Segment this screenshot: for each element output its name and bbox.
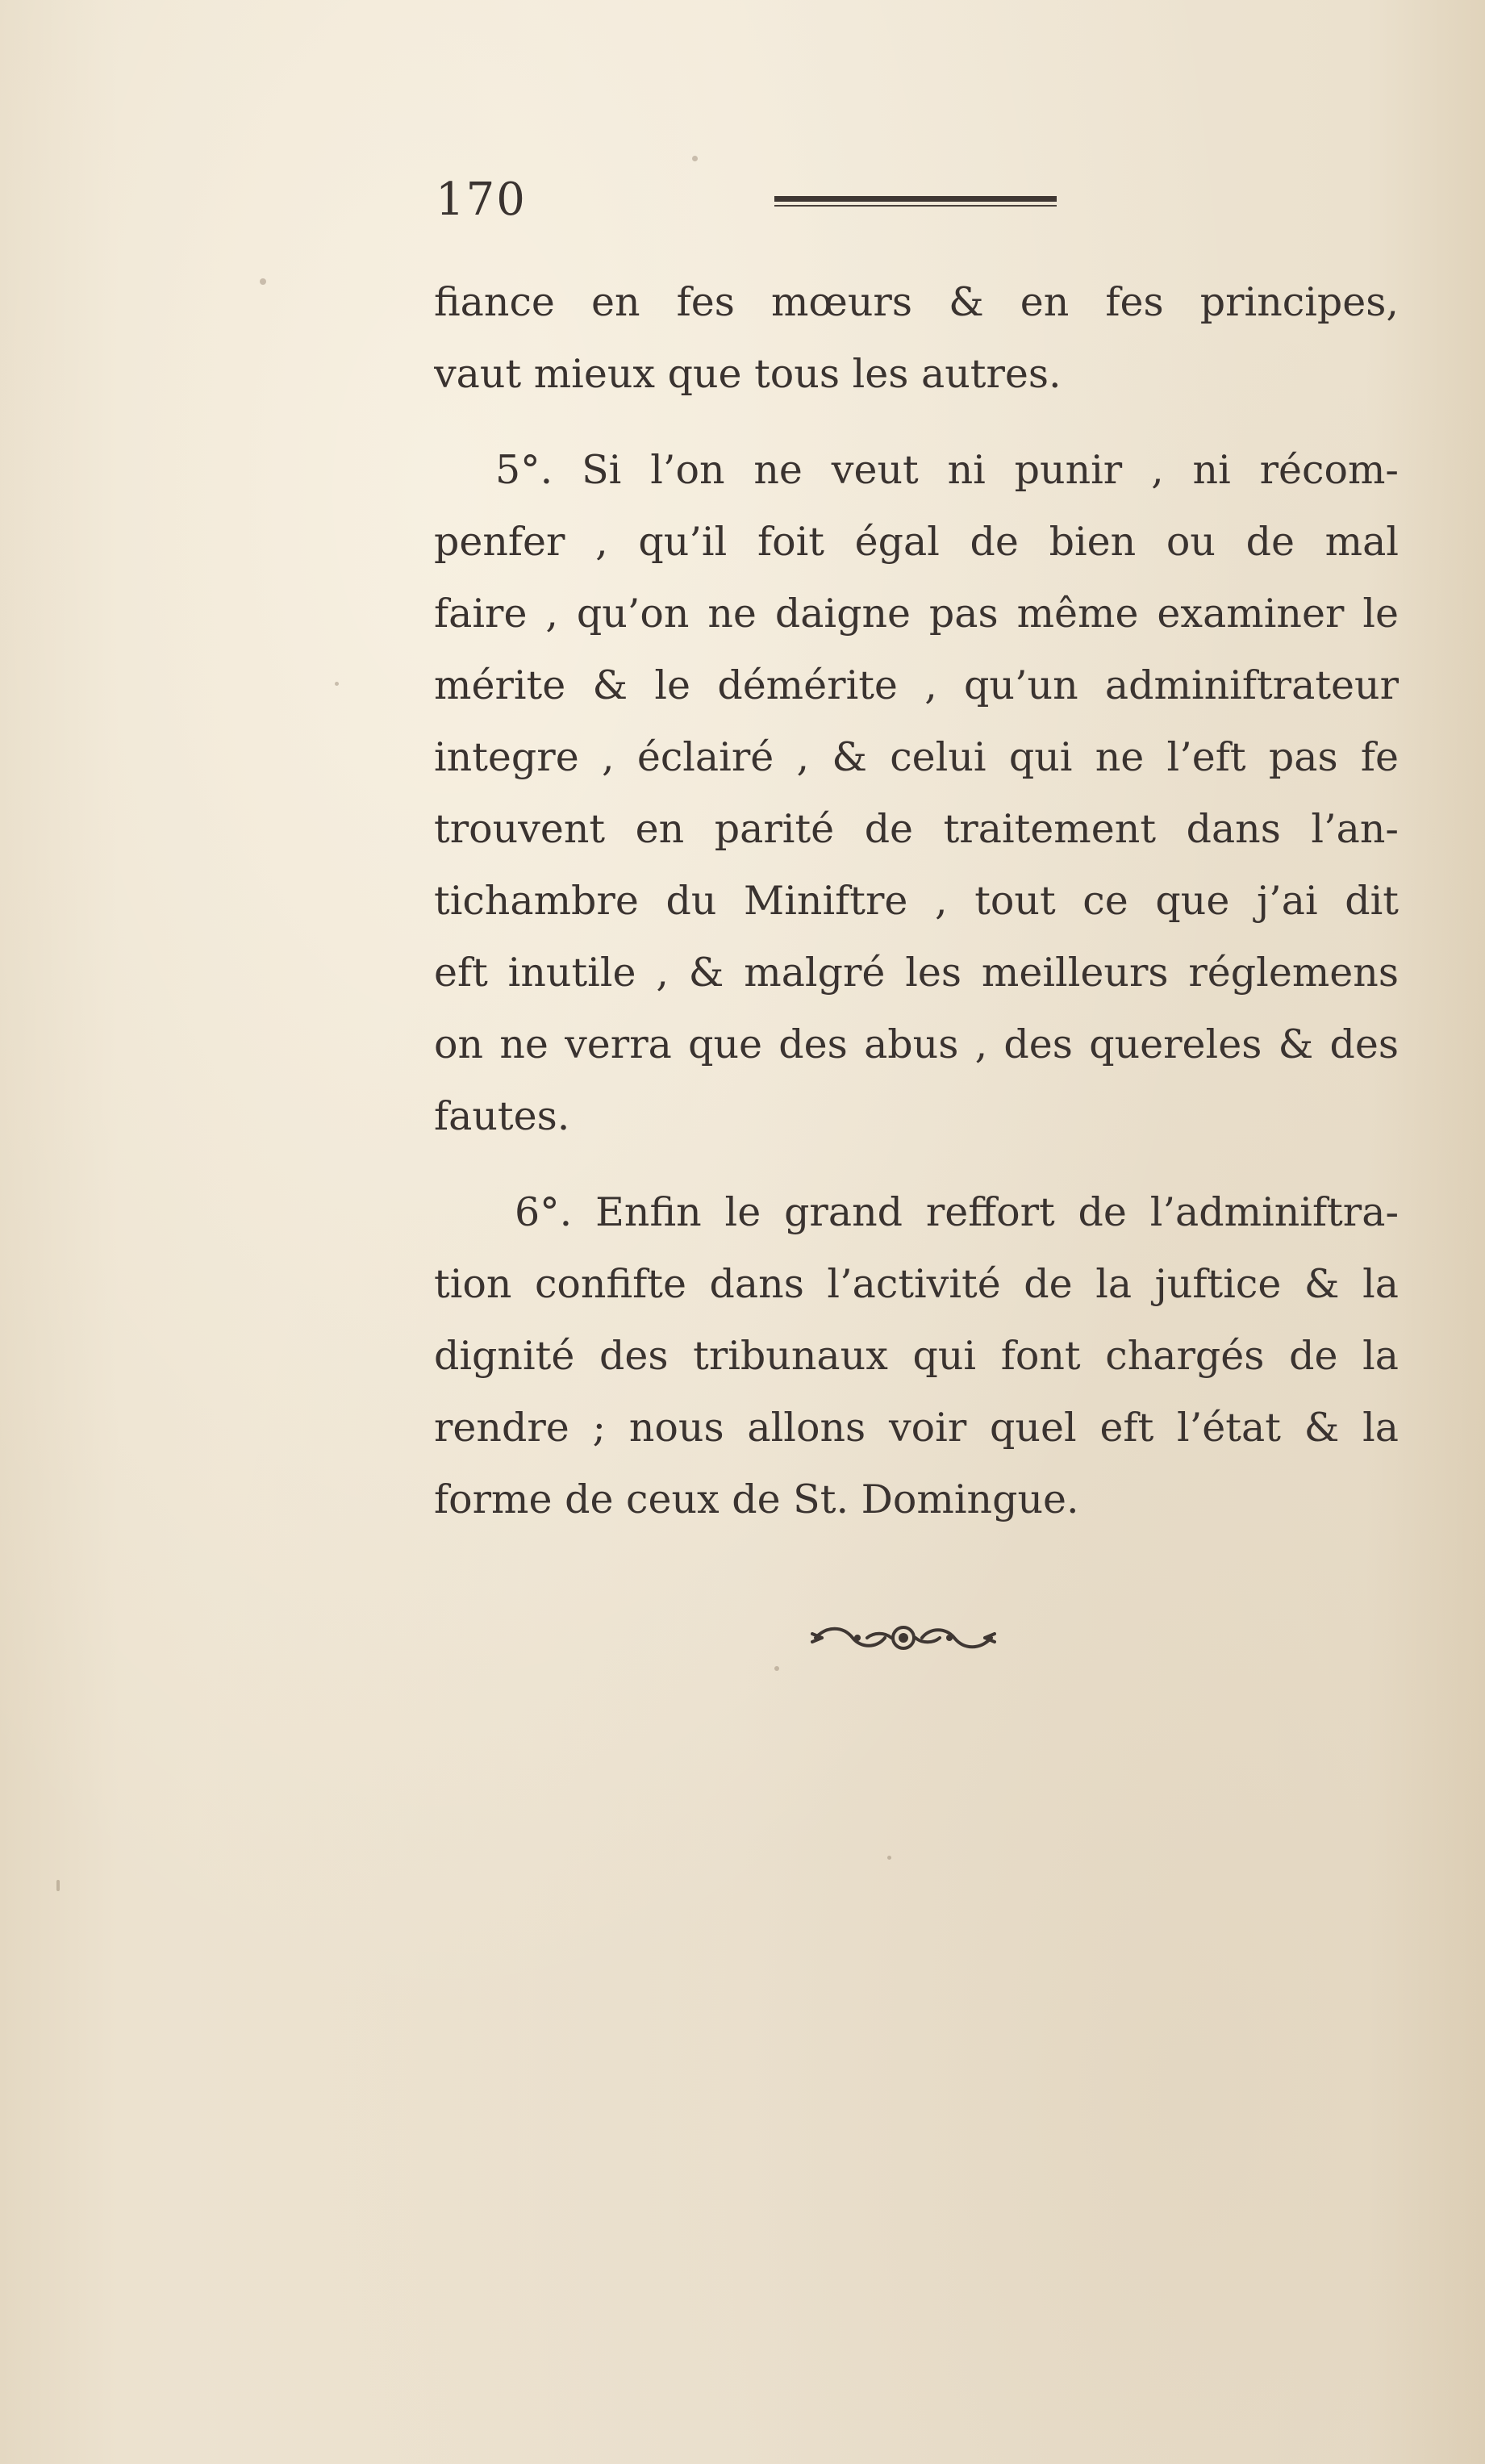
- text-line: 5°. Si l’on ne veut ni punir , ni récom-: [495, 447, 1399, 493]
- text-line: faire , qu’on ne daigne pas même examiner le: [434, 591, 1399, 637]
- text-line: dignité des tribunaux qui font chargés de la: [434, 1333, 1399, 1379]
- paper-speck: [260, 278, 266, 285]
- paper-speck: [774, 1666, 779, 1671]
- text-line: tichambre du Miniftre , tout ce que j’ai dit: [434, 878, 1399, 924]
- text-line: fautes.: [434, 1093, 570, 1139]
- paragraph-gap: [434, 1152, 1399, 1176]
- header-rule-thin: [774, 205, 1057, 207]
- text-line: fiance en fes mœurs & en fes principes,: [434, 279, 1399, 325]
- text-line: rendre ; nous allons voir quel eft l’état & la: [434, 1405, 1399, 1451]
- paper-speck: [56, 1880, 60, 1891]
- header-rule-thick: [774, 196, 1057, 202]
- text-line: eft inutile , & malgré les meilleurs réglemens: [434, 950, 1399, 996]
- fleuron-ornament-icon: [811, 1616, 996, 1660]
- page-header: [436, 173, 1395, 246]
- body-text: [434, 266, 1399, 1535]
- text-line: tion confifte dans l’activité de la juftice & la: [434, 1261, 1399, 1307]
- text-line: mérite & le démérite , qu’un adminiftrateur: [434, 662, 1399, 708]
- text-line: 6°. Enfin le grand reffort de l’adminiftra-: [515, 1189, 1399, 1235]
- paper-speck: [335, 682, 339, 686]
- page-number: 170: [436, 173, 527, 226]
- paper-speck: [887, 1856, 891, 1860]
- paper-speck: [692, 156, 698, 161]
- text-line: penfer , qu’il foit égal de bien ou de mal: [434, 519, 1399, 565]
- header-rule: [774, 196, 1057, 207]
- text-line: forme de ceux de St. Domingue.: [434, 1476, 1079, 1522]
- text-line: integre , éclairé , & celui qui ne l’eft pas fe: [434, 734, 1399, 780]
- text-line: on ne verra que des abus , des quereles & des: [434, 1021, 1399, 1067]
- paragraph-gap: [434, 410, 1399, 434]
- text-line: vaut mieux que tous les autres.: [434, 351, 1062, 397]
- text-line: trouvent en parité de traitement dans l’an-: [434, 806, 1399, 852]
